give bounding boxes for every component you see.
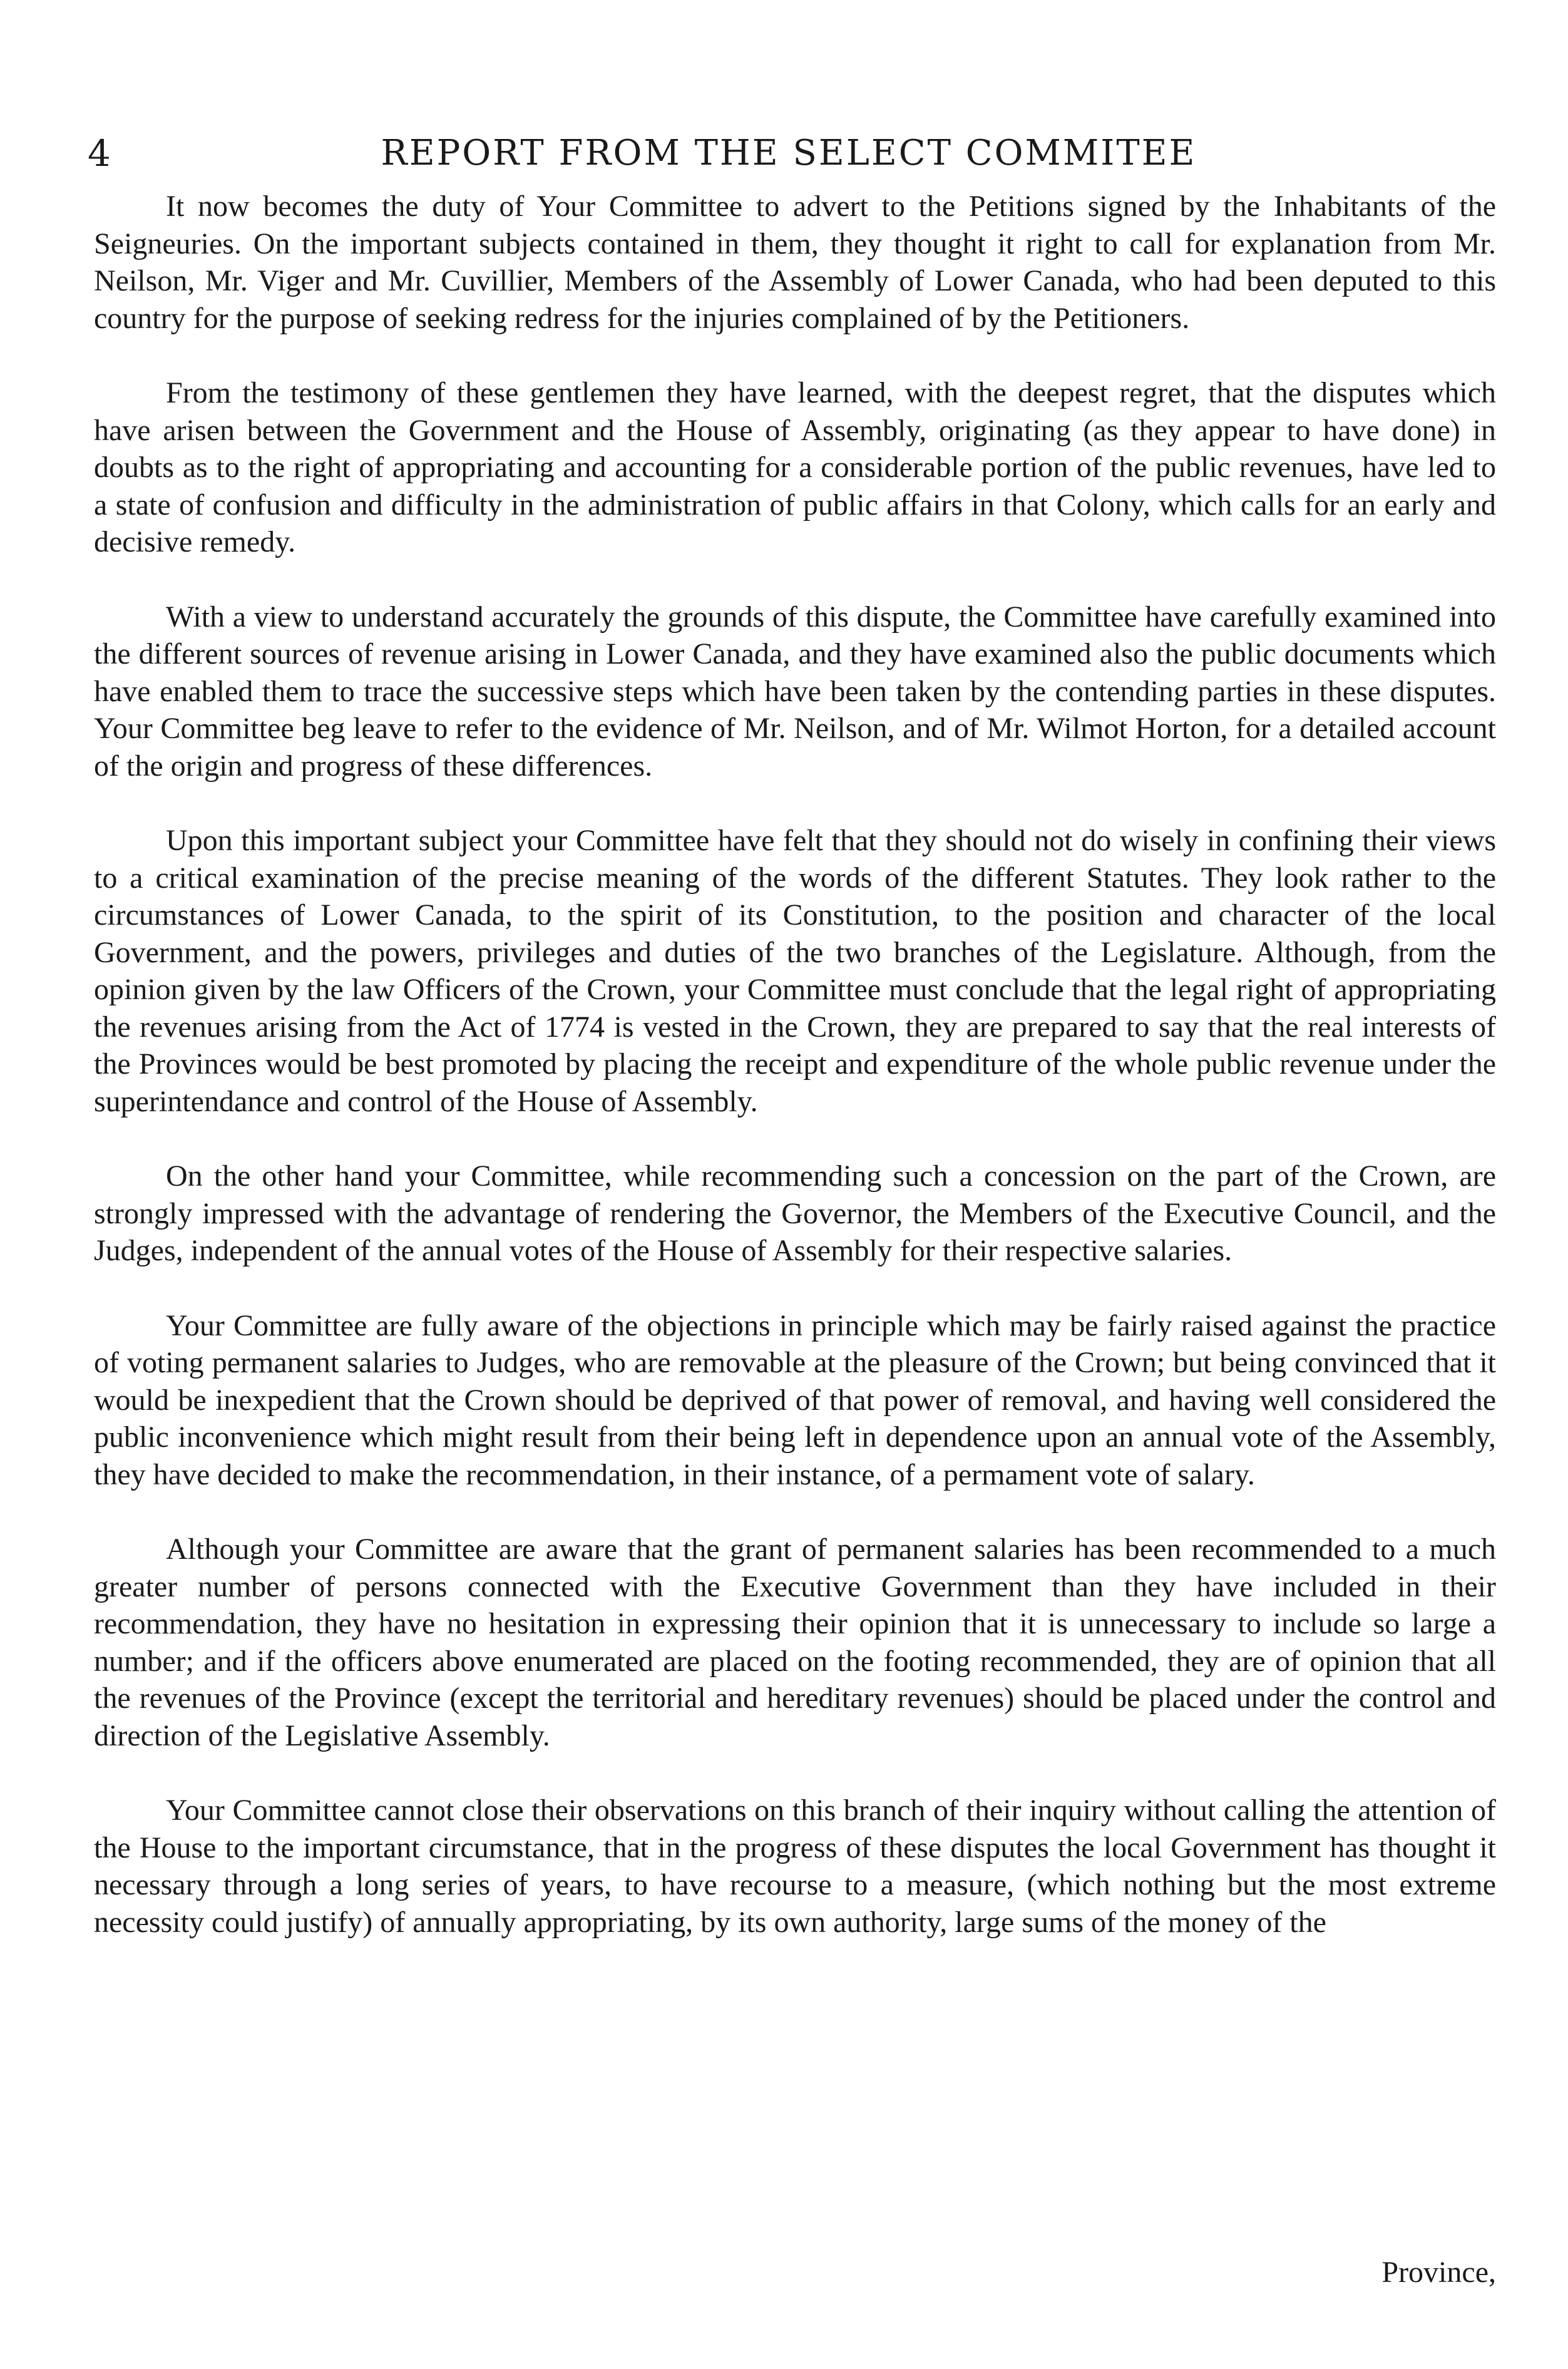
paragraph-petitions: It now becomes the duty of Your Committee to advert to the Petitions signed by the Inhabitants of the Seigneuries. On the important subjects contained in them, they thought it right to call for explanation from Mr. Neilson, Mr. Viger and Mr. Cuvillier, Members of the Assembly of Lower Canada, who had been deputed to this country for the purpose of seeking redress for the injuries complained of by the Petitioners. bbox=[94, 190, 1496, 335]
paragraph-permanent-salaries: Although your Committee are aware that the grant of permanent salaries has been recommended to a much greater number of persons connected with the Executive Government than they have included in their recommendation, they have no hesitation in expressing their opinion that it is unnecessary to include so large a number; and if the officers above enumerated are placed on the footing recommended, they are of opinion that all the revenues of the Province (except the territorial and hereditary revenues) should be placed under the control and direction of the Legislative Assembly. bbox=[94, 1533, 1496, 1752]
paragraph-objections: Your Committee are fully aware of the objections in principle which may be fairly raised against the practice of voting permanent salaries to Judges, who are removable at the pleasure of the Crown; but being convinced that it would be inexpedient that the Crown should be deprived of that power of removal, and having well considered the public inconvenience which might result from their being left in dependence upon an annual vote of the Assembly, they have decided to make the recommendation, in their instance, of a permament vote of salary. bbox=[94, 1308, 1496, 1491]
page-header bbox=[81, 125, 1496, 182]
report-body bbox=[94, 188, 1496, 1978]
page-number: 4 bbox=[88, 132, 111, 175]
paragraph-grounds-of-dispute: With a view to understand accurately the grounds of this dispute, the Committee have carefully examined into the different sources of revenue arising in Lower Canada, and they have examined also the public documents which have enabled them to trace the successive steps which have been taken by the contending parties in these disputes. Your Committee beg leave to refer to the evidence of Mr. Neilson, and of Mr. Wilmot Horton, for a detailed account of the origin and progress of these differences. bbox=[94, 600, 1496, 783]
catchword: Province, bbox=[1381, 2256, 1496, 2289]
paragraph-other-hand: On the other hand your Committee, while recommending such a concession on the part of the Crown, are strongly impressed with the advantage of rendering the Governor, the Members of the Executive Council, and the Judges, independent of the annual votes of the House of Assembly for their respective salaries. bbox=[94, 1159, 1496, 1267]
paragraph-testimony: From the testimony of these gentlemen they have learned, with the deepest regret, that the disputes which have arisen between the Government and the House of Assembly, originating (as they appear to have done) in doubts as to the right of appropriating and accounting for a considerable portion of the public revenues, have led to a state of confusion and difficulty in the administration of public affairs in that Colony, which calls for an early and decisive remedy. bbox=[94, 376, 1496, 558]
paragraph-important-subject: Upon this important subject your Committee have felt that they should not do wisely in confining their views to a critical examination of the precise meaning of the words of the different Statutes. They look rather to the circumstances of Lower Canada, to the spirit of its Constitution, to the position and character of the local Government, and the powers, privileges and duties of the two branches of the Legislature. Although, from the opinion given by the law Officers of the Crown, your Committee must conclude that the legal right of appropriating the revenues arising from the Act of 1774 is vested in the Crown, they are prepared to say that the real interests of the Provinces would be best promoted by placing the receipt and expenditure of the whole public revenue under the superintendance and control of the House of Assembly. bbox=[94, 824, 1496, 1118]
paragraph-closing-observations: Your Committee cannot close their observations on this branch of their inquiry without calling the attention of the House to the important circumstance, that in the progress of these disputes the local Government has thought it necessary through a long series of years, to have recourse to a measure, (which nothing but the most extreme necessity could justify) of annually appropriating, by its own authority, large sums of the money of the bbox=[94, 1794, 1496, 1939]
running-title: REPORT FROM THE SELECT COMMITEE bbox=[381, 133, 1197, 173]
